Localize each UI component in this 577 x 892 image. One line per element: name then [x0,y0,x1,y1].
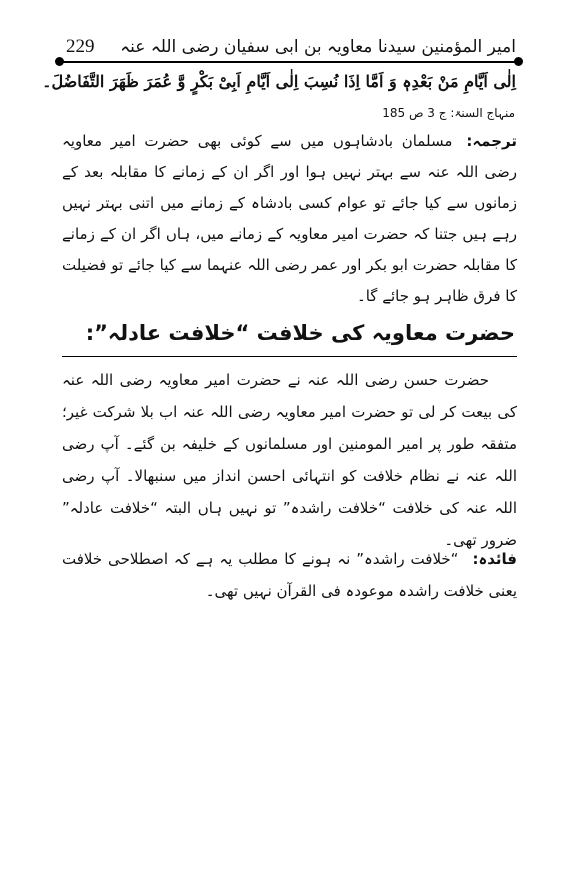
translation-paragraph [62,126,517,312]
header-rule [58,61,518,63]
section-body-paragraph: حضرت حسن رضی اللہ عنہ نے حضرت امیر معاویہ رضی اللہ عنہ کی بیعت کر لی تو حضرت امیر معاویہ رضی اللہ عنہ اب بلا شرکت غیر؛ متفقہ طور پر امیر المومنین اور مسلمانوں کے خلیفہ بن گئے۔ آپ رضی اللہ عنہ نے نظام خلافت کو انتہائی احسن انداز میں سنبھالا۔ آپ رضی اللہ عنہ کی خلافت “خلافت راشدہ” تو نہیں ہاں البتہ “خلافت عادلہ” ضرور تھی۔ [62,371,517,549]
note-label: فائدہ: [472,550,517,568]
running-title: امیر المؤمنین سیدنا معاویہ بن ابی سفیان رضی اللہ عنہ [120,37,516,57]
translation-label: ترجمہ: [466,132,517,150]
header-rule-dot-right [514,57,523,66]
section-heading-underline [62,356,517,357]
running-header [66,36,516,62]
page-number: 229 [66,36,95,57]
header-rule-dot-left [55,57,64,66]
arabic-quote: اِلٰی اَیَّامِ مَنْ بَعْدِہٖ وَ اَمَّا اِذَا نُسِبَ اِلٰی اَیَّامِ اَبِیْ بَکْرٍ وَّ عُمَرَ ظَھَرَ التَّفَاضُلَ۔ [42,72,516,91]
note-text: “خلافت راشدہ” نہ ہونے کا مطلب یہ ہے کہ اصطلاحی خلافت یعنی خلافت راشدہ موعودہ فی القرآن نہیں تھی۔ [62,550,517,600]
section-heading: حضرت معاویہ کی خلافت “خلافت عادلہ”: [85,321,515,345]
note-paragraph [62,543,517,607]
translation-text: مسلمان بادشاہوں میں سے کوئی بھی حضرت امیر معاویہ رضی اللہ عنہ سے بہتر نہیں ہوا اور اگر ان کے زمانے کا مقابلہ بعد کے زمانوں سے کیا جائے تو عوام کسی بادشاہ کے زمانے میں اتنی بہتر نہیں رہے ہیں جتنا کہ حضرت امیر معاویہ کے زمانے میں، ہاں اگر ان کے زمانے کا مقابلہ حضرت ابو بکر اور عمر رضی اللہ عنہما سے کیا جائے تو فضیلت کا فرق ظاہر ہو جائے گا۔ [62,132,517,305]
citation: منہاج السنۃ: ج 3 ص 185 [382,106,515,120]
